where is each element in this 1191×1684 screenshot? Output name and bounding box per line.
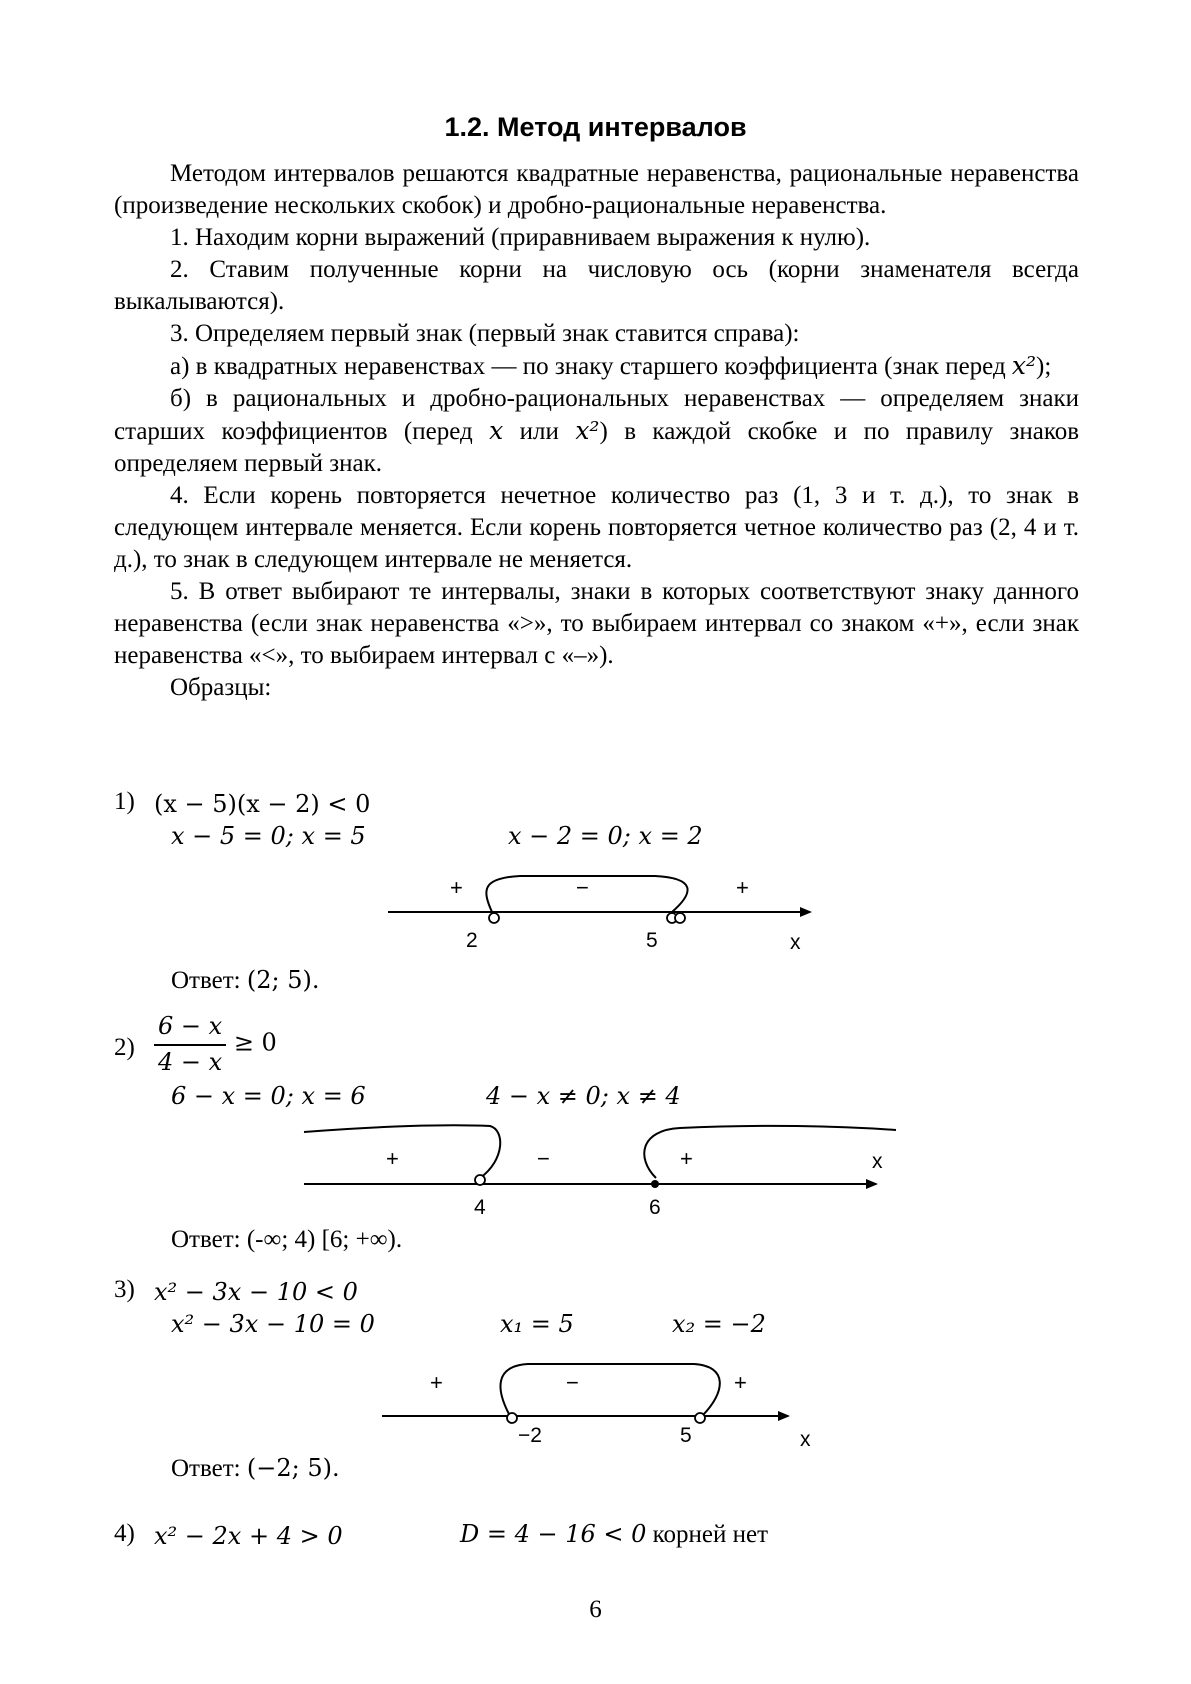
ex1-sign-right: + bbox=[736, 875, 749, 900]
ex2-denominator: 4 − x bbox=[158, 1048, 223, 1076]
step-3a-math: x² bbox=[1011, 351, 1037, 380]
ex2-equation-1: 6 − x = 0; x = 6 bbox=[171, 1082, 366, 1110]
ex2-tick-6: 6 bbox=[649, 1196, 661, 1219]
ex3-axis-label: x bbox=[800, 1428, 811, 1451]
ex4-inequality: x² − 2x + 4 > 0 bbox=[154, 1522, 343, 1550]
ex3-sign-right: + bbox=[734, 1370, 747, 1395]
ex3-equation: x² − 3x − 10 = 0 bbox=[171, 1310, 375, 1338]
ex1-equation-1: x − 5 = 0; x = 5 bbox=[171, 822, 366, 850]
ex1-equation-2: x − 2 = 0; x = 2 bbox=[508, 822, 703, 850]
ex2-numerator: 6 − x bbox=[154, 1012, 226, 1046]
ex1-tick-2: 2 bbox=[466, 929, 478, 952]
ex2-inequality bbox=[154, 1012, 277, 1076]
step-3a-text: а) в квадратных неравенствах — по знаку старшего коэффициента (знак перед bbox=[170, 353, 1006, 380]
ex3-inequality: x² − 3x − 10 < 0 bbox=[154, 1278, 358, 1306]
ex3-point-minus2 bbox=[507, 1413, 517, 1423]
ex3-sign-middle: − bbox=[566, 1370, 579, 1395]
ex3-answer-value: (−2; 5). bbox=[246, 1454, 340, 1482]
ex1-axis-arrow bbox=[800, 907, 812, 917]
ex2-point-6 bbox=[651, 1180, 659, 1188]
ex1-answer-label: Ответ: bbox=[171, 967, 241, 994]
section-title: 1.2. Метод интервалов bbox=[444, 112, 747, 142]
ex3-arc bbox=[500, 1364, 719, 1416]
ex3-answer bbox=[171, 1454, 340, 1483]
step-3b-tail: ) в каждой скобке и по правилу знаков определяем первый знак. bbox=[114, 418, 1079, 477]
intro-paragraph: Методом интервалов решаются квадратные неравенства, рациональные неравенства (произведение нескольких скобок) и дробно-рациональные неравенства. bbox=[114, 160, 1079, 219]
ex2-relation: ≥ 0 bbox=[233, 1028, 277, 1057]
ex2-answer bbox=[171, 1226, 402, 1254]
ex2-axis-arrow bbox=[866, 1179, 878, 1189]
ex2-axis-label: x bbox=[872, 1150, 883, 1173]
step-3b-text: б) в рациональных и дробно-рациональных неравенствах — определяем знаки старших коэффициентов (перед bbox=[114, 385, 1079, 445]
ex2-equation-2: 4 − x ≠ 0; x ≠ 4 bbox=[486, 1082, 681, 1110]
step-4: 4. Если корень повторяется нечетное количество раз (1, 3 и т. д.), то знак в следующем интервале меняется. Если корень повторяется четное количество раз (2, 4 и т. д.), то знак в следующем интервале не меняется. bbox=[114, 482, 1079, 573]
ex2-sign-left: + bbox=[386, 1146, 399, 1171]
ex1-sign-left: + bbox=[450, 875, 463, 900]
ex1-axis-label: x bbox=[790, 931, 801, 954]
ex2-left-arc bbox=[304, 1125, 500, 1178]
ex3-answer-label: Ответ: bbox=[171, 1455, 241, 1482]
step-1: 1. Находим корни выражений (приравниваем выражения к нулю). bbox=[170, 224, 871, 251]
ex3-root-2: x₂ = −2 bbox=[672, 1310, 766, 1338]
ex4-no-roots: корней нет bbox=[652, 1521, 769, 1548]
ex4-number: 4) bbox=[114, 1520, 135, 1547]
ex3-number: 3) bbox=[114, 1276, 135, 1303]
ex2-point-4 bbox=[475, 1175, 485, 1185]
ex2-tick-4: 4 bbox=[474, 1196, 486, 1219]
ex3-axis-arrow bbox=[778, 1411, 790, 1421]
ex2-fraction bbox=[154, 1012, 226, 1076]
ex1-inequality: (x − 5)(x − 2) < 0 bbox=[154, 790, 371, 818]
ex3-root-1: x₁ = 5 bbox=[500, 1310, 574, 1338]
ex2-answer-value: (-∞; 4) [6; +∞). bbox=[246, 1226, 403, 1253]
ex1-point-2 bbox=[489, 913, 499, 923]
ex3-sign-left: + bbox=[430, 1370, 443, 1395]
ex3-tick-minus2: −2 bbox=[518, 1424, 542, 1447]
ex4-discriminant bbox=[460, 1520, 768, 1549]
ex3-tick-5: 5 bbox=[680, 1424, 692, 1447]
ex4-discriminant-formula: D = 4 − 16 < 0 bbox=[460, 1520, 647, 1548]
step-3b-x2: x² bbox=[575, 416, 600, 445]
step-3: 3. Определяем первый знак (первый знак ставится справа): bbox=[170, 320, 800, 347]
step-3b-or: или bbox=[519, 418, 559, 445]
ex2-number: 2) bbox=[114, 1034, 135, 1061]
ex1-sign-middle: − bbox=[576, 875, 589, 900]
ex2-answer-label: Ответ: bbox=[171, 1226, 241, 1253]
ex1-number: 1) bbox=[114, 788, 135, 815]
step-2: 2. Ставим полученные корни на числовую ось (корни знаменателя всегда выкалываются). bbox=[114, 256, 1079, 315]
page-number: 6 bbox=[589, 1596, 602, 1623]
step-3b-x: x bbox=[489, 416, 504, 445]
ex1-answer bbox=[171, 966, 319, 995]
examples-label: Образцы: bbox=[170, 674, 272, 701]
step-3a-tail: ); bbox=[1036, 353, 1052, 380]
ex2-sign-middle: − bbox=[537, 1146, 550, 1171]
ex1-point-5b bbox=[675, 913, 685, 923]
ex3-point-5 bbox=[695, 1413, 705, 1423]
ex1-tick-5: 5 bbox=[646, 929, 658, 952]
step-5: 5. В ответ выбирают те интервалы, знаки в которых соответствуют знаку данного неравенства (если знак неравенства «>», то выбираем интервал со знаком «+», если знак неравенства «<», то выбираем интервал с «–»). bbox=[114, 578, 1079, 669]
ex1-answer-value: (2; 5). bbox=[246, 966, 320, 994]
ex2-sign-right: + bbox=[680, 1146, 693, 1171]
